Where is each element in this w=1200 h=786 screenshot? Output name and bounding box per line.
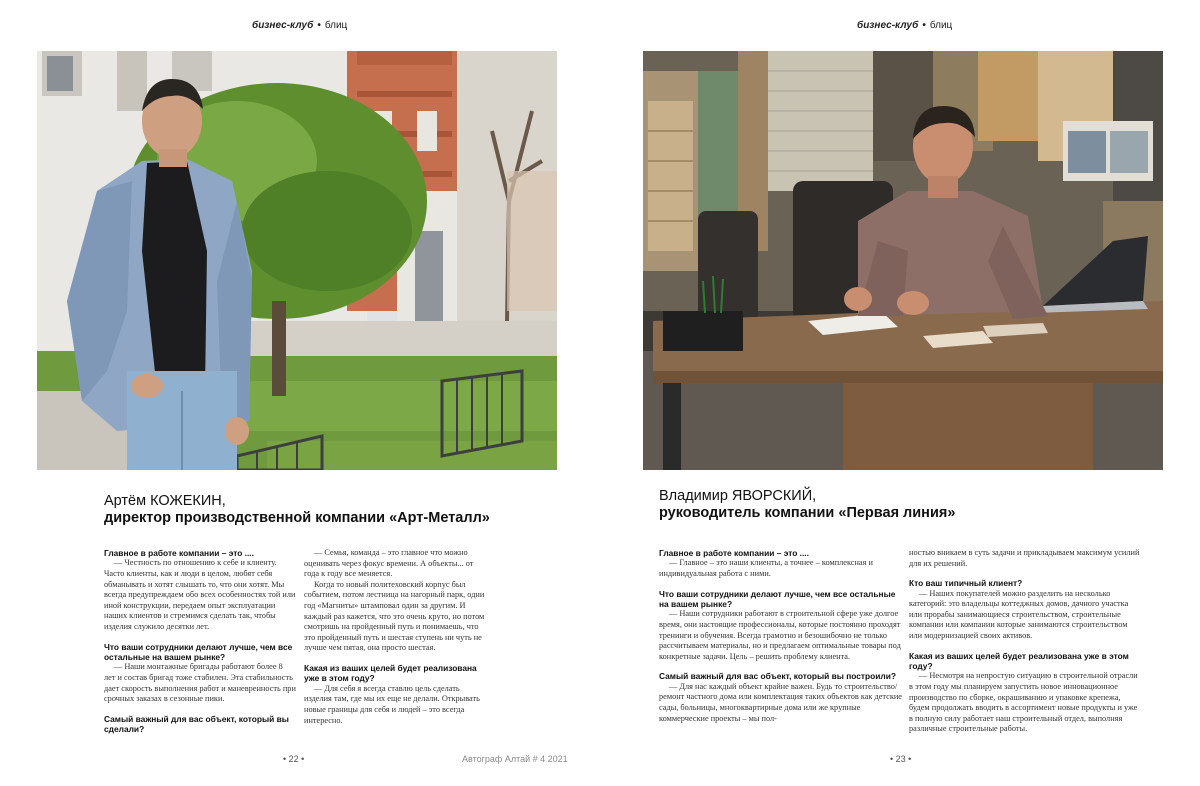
subsection-label: блиц	[324, 20, 348, 31]
answer: — Главное – это наши клиенты, а точнее – комплексная и индивидуальная работа с ними.	[659, 558, 873, 578]
page-number: 22	[288, 754, 299, 764]
question: Какая из ваших целей будет реализована уже в этом году?	[909, 650, 1129, 671]
answer: — Несмотря на непростую ситуацию в строительной отрасли в этом году мы планируем запустить новое инновационное производство по сборке, окрашиванию и упаковке крепежа, будем продолжать вводить в ассортимент новые продукты и уже в полную силу работает наш строительный отдел, выполняя различные строительные работы.	[909, 671, 1138, 734]
section-header-right	[857, 20, 952, 31]
portrait-office-image	[643, 51, 1163, 470]
answer: — Для себя я всегда ставлю цель сделать изделия там, где мы их еще не делали. Открывать новые границы для себя и людей – это всегда интересно.	[304, 683, 480, 725]
page-number-right: • 23 •	[890, 754, 912, 764]
person-name: Артём КОЖЕКИН,	[104, 493, 226, 509]
answer: — Для нас каждый объект крайне важен. Будь то строительство/ремонт частного дома или комплектация таких объектов как детские сады, больницы, многоквартирные дома или же крупные коммерческие проекты – мы пол-	[659, 681, 902, 723]
answer: — Наши сотрудники работают в строительной сфере уже долгое время, они настоящие профессионалы, которые постоянно проходят тренинги и обучения. Всегда грамотно и безошибочно не только рассчитываем материалы, но и предлагаем оптимальные товары под конкретные задачи. Цель – решить проблему клиента.	[659, 609, 901, 661]
photo-kozhekin	[37, 51, 557, 470]
left-column-2	[304, 548, 489, 726]
answer: — Наших покупателей можно разделить на несколько категорий: это владельцы коттеджных домов, дачного участка или прорабы занимающиеся строительством, строительные компании или компании которые занимаются строительством или модернизацией своих активов.	[909, 588, 1129, 640]
answer: Когда то новый политеховский корпус был событием, потом лестница на нагорный парк, одни год «Магниты» штамповал один за другим. И каждый раз кажется, что это очень круто, но потом смотришь на пройденный путь и понимаешь, что это пройденный путь и шестая ступень ни чуть не лучше чем пятая, она просто шестая.	[304, 579, 485, 653]
portrait-outdoor-image	[37, 51, 557, 470]
question: Что ваши сотрудники делают лучше, чем все остальные на вашем рынке?	[659, 588, 896, 609]
header-separator: •	[922, 20, 926, 31]
person-title: руководитель компании «Первая линия»	[659, 505, 956, 521]
section-header-left	[252, 20, 347, 31]
question: Кто ваш типичный клиент?	[909, 578, 1023, 589]
question: Какая из ваших целей будет реализована уже в этом году?	[304, 662, 477, 684]
answer: — Наши монтажные бригады работают более 8 лет и состав бригад тоже стабилен. Эта стабильность дает скорость выполнения работ и маневренность при срочных заказах в сезонные пики.	[104, 662, 296, 704]
left-column-1	[104, 548, 296, 735]
question: Самый важный для вас объект, который вы построили?	[659, 671, 896, 682]
section-label: бизнес-клуб	[252, 20, 314, 31]
question: Главное в работе компании – это ....	[659, 548, 809, 558]
page-number: 23	[895, 754, 906, 764]
answer-continued: ностью вникаем в суть задачи и прикладываем максимум усилий для их решений.	[909, 548, 1140, 568]
subsection-label: блиц	[929, 20, 953, 31]
magazine-issue: Автограф Алтай # 4 2021	[462, 754, 568, 764]
question: Что ваши сотрудники делают лучше, чем все остальные на вашем рынке?	[104, 641, 293, 662]
person-name-kozhekin	[104, 493, 490, 527]
person-title: директор производственной компании «Арт-Металл»	[104, 510, 490, 526]
person-name-yavorsky	[659, 488, 955, 522]
section-label: бизнес-клуб	[857, 20, 919, 31]
right-column-2	[909, 548, 1142, 735]
page-number-left: • 22 •	[283, 754, 305, 764]
question: Главное в работе компании – это ....	[104, 548, 254, 558]
right-page	[600, 0, 1200, 786]
right-column-1	[659, 548, 902, 724]
question: Самый важный для вас объект, который вы сделали?	[104, 713, 289, 735]
photo-yavorsky	[643, 51, 1163, 470]
header-separator: •	[317, 20, 321, 31]
answer: — Семья, команда – это главное что можно оценивать через фокус времени. А объекты... от года к году все меняется.	[304, 548, 474, 579]
answer: — Честность по отношению к себе и клиенту. Часто клиенты, как и люди в целом, любят себя обманывать и хотят слышать то, что они хотят. Мы всегда предупреждаем обо всех особенностях той или иной конструкции, передаем опыт эксплуатации наших клиентов и стремимся сделать так, чтобы изделия служило десятки лет.	[104, 558, 296, 631]
person-name: Владимир ЯВОРСКИЙ,	[659, 488, 817, 504]
